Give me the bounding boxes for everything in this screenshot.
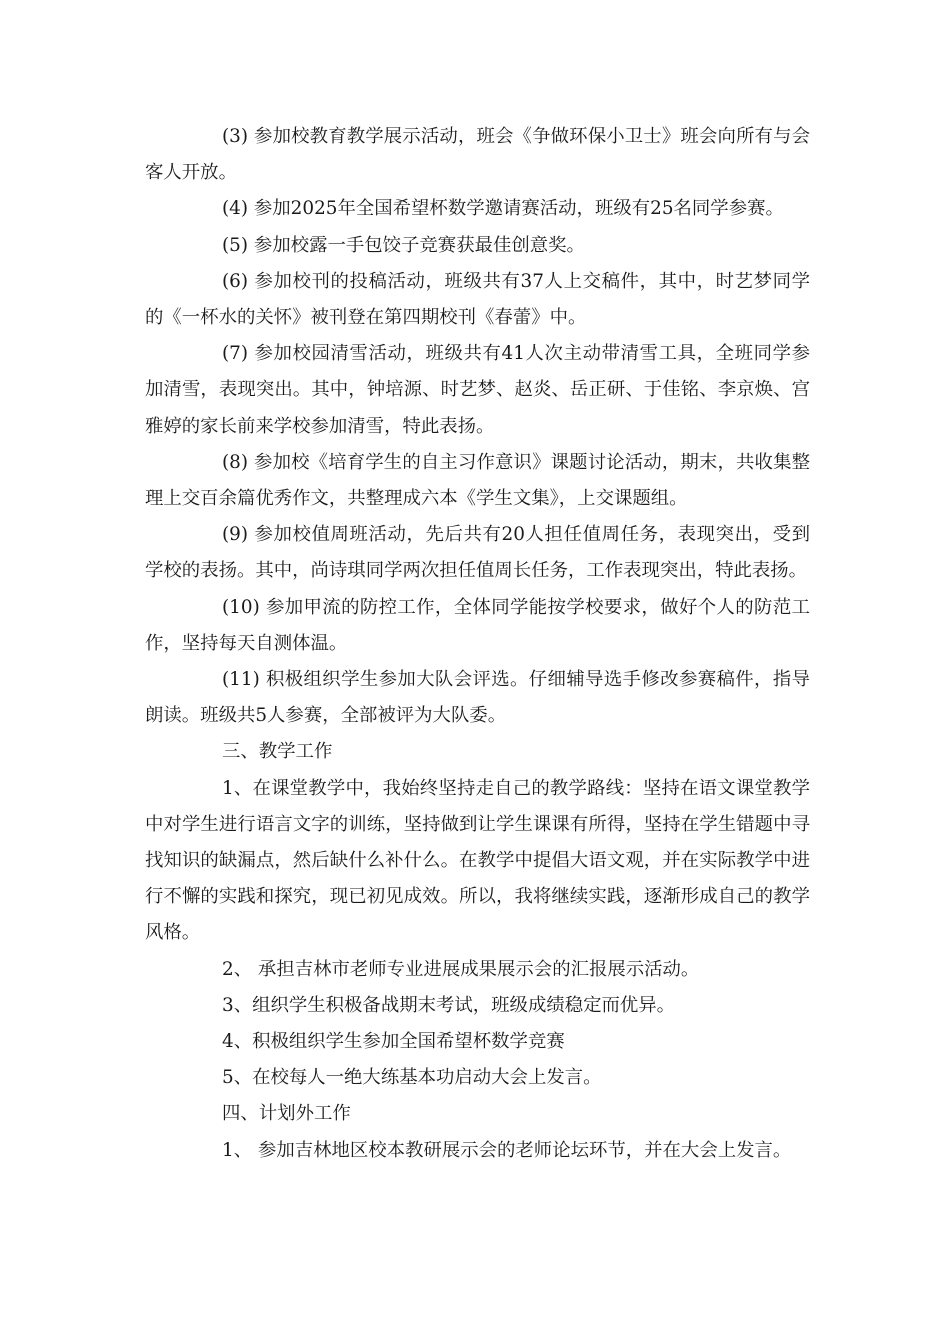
paragraph-activity-7: (7) 参加校园清雪活动，班级共有41人次主动带清雪工具，全班同学参加清雪，表现突出。其中，钟培源、时艺梦、赵炎、岳正研、于佳铭、李京焕、宫雅婷的家长前来学校参加清雪，特此表扬。 [145,343,810,437]
paragraph-activity-5: (5) 参加校露一手包饺子竞赛获最佳创意奖。 [222,234,585,256]
document-body [145,119,810,1169]
paragraph-teaching-1: 1、在课堂教学中，我始终坚持走自己的教学路线：坚持在语文课堂教学中对学生进行语言文字的训练，坚持做到让学生课课有所得，坚持在学生错题中寻找知识的缺漏点，然后缺什么补什么。在教学中提倡大语文观，并在实际教学中进行不懈的实践和探究，现已初见成效。所以，我将继续实践，逐渐形成自己的教学风格。 [145,777,810,944]
paragraph-activity-9: (9) 参加校值周班活动，先后共有20人担任值周任务，表现突出，受到学校的表扬。其中，尚诗琪同学两次担任值周长任务，工作表现突出，特此表扬。 [145,524,810,582]
paragraph-activity-4: (4) 参加2025年全国希望杯数学邀请赛活动，班级有25名同学参赛。 [222,198,784,220]
paragraph-unplanned-1: 1、 参加吉林地区校本教研展示会的老师论坛环节，并在大会上发言。 [222,1139,792,1161]
paragraph-teaching-2: 2、 承担吉林市老师专业进展成果展示会的汇报展示活动。 [222,958,700,980]
paragraph-activity-10: (10) 参加甲流的防控工作，全体同学能按学校要求，做好个人的防范工作，坚持每天自测体温。 [145,596,810,654]
paragraph-activity-6: (6) 参加校刊的投稿活动，班级共有37人上交稿件，其中，时艺梦同学的《一杯水的关怀》被刊登在第四期校刊《春蕾》中。 [145,270,810,329]
section-heading-teaching: 三、教学工作 [222,741,333,763]
paragraph-teaching-5: 5、在校每人一绝大练基本功启动大会上发言。 [222,1067,602,1089]
section-heading-unplanned-work: 四、计划外工作 [222,1103,351,1125]
paragraph-activity-11: (11) 积极组织学生参加大队会评选。仔细辅导选手修改参赛稿件，指导朗读。班级共5人参赛，全部被评为大队委。 [145,669,810,727]
paragraph-teaching-3: 3、组织学生积极备战期末考试，班级成绩稳定而优异。 [222,994,676,1016]
paragraph-teaching-4: 4、积极组织学生参加全国希望杯数学竞赛 [222,1031,565,1053]
paragraph-activity-8: (8) 参加校《培育学生的自主习作意识》课题讨论活动，期末，共收集整理上交百余篇优秀作文，共整理成六本《学生文集》，上交课题组。 [145,451,810,510]
paragraph-activity-3: (3) 参加校教育教学展示活动，班会《争做环保小卫士》班会向所有与会客人开放。 [145,126,810,184]
